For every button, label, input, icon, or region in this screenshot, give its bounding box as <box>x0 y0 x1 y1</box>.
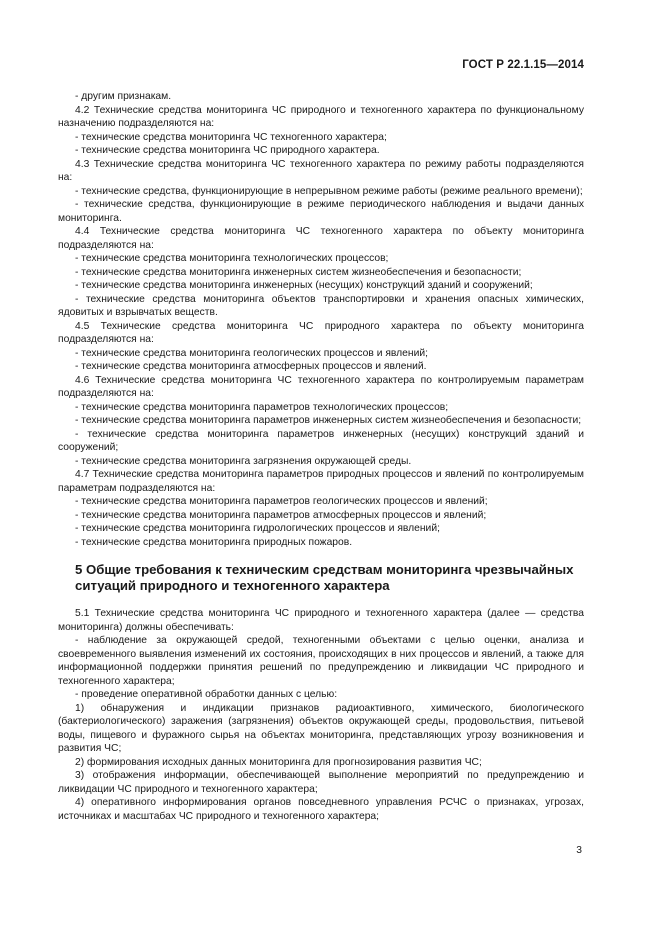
paragraph: 4.7 Технические средства мониторинга параметров природных процессов и явлений по контролируемым параметрам подразделяются на: <box>58 469 584 494</box>
paragraph: 3) отображения информации, обеспечивающей выполнение мероприятий по предупреждению и ликвидации ЧС природного и техногенного характера; <box>58 770 584 795</box>
paragraph: - технические средства мониторинга инженерных (несущих) конструкций зданий и сооружений; <box>75 280 533 291</box>
paragraph: - технические средства мониторинга природных пожаров. <box>75 536 353 548</box>
paragraph: - технические средства мониторинга параметров инженерных (несущих) конструкций зданий и сооружений; <box>58 428 584 453</box>
paragraph: - другим признакам. <box>75 91 172 102</box>
paragraph: 4.4 Технические средства мониторинга ЧС техногенного характера по объекту мониторинга подразделяются на: <box>58 226 584 251</box>
paragraph: - технические средства мониторинга ЧС техногенного характера; <box>75 131 387 143</box>
paragraph: 4.2 Технические средства мониторинга ЧС природного и техногенного характера по функциональному назначению подразделяются на: <box>58 104 584 129</box>
section-4-paragraphs <box>58 90 584 549</box>
section-5-title: 5 Общие требования к техническим средствам мониторинга чрезвычайных ситуаций природного и техногенного характера <box>75 562 574 593</box>
paragraph: - технические средства мониторинга геологических процессов и явлений; <box>75 347 428 359</box>
paragraph: - технические средства мониторинга технологических процессов; <box>75 253 389 264</box>
paragraph: 4.3 Технические средства мониторинга ЧС техногенного характера по режиму работы подразделяются на: <box>58 158 584 183</box>
paragraph: - технические средства, функционирующие в непрерывном режиме работы (режиме реального времени); <box>75 185 583 197</box>
paragraph: 4.5 Технические средства мониторинга ЧС природного характера по объекту мониторинга подразделяются на: <box>58 320 584 345</box>
paragraph: - технические средства мониторинга параметров инженерных систем жизнеобеспечения и безопасности; <box>75 415 582 426</box>
paragraph: - технические средства мониторинга загрязнения окружающей среды. <box>75 455 412 467</box>
paragraph: - технические средства, функционирующие в режиме периодического наблюдения и выдачи данных мониторинга. <box>58 199 584 224</box>
paragraph: 5.1 Технические средства мониторинга ЧС природного и техногенного характера (далее — средства мониторинга) должны обеспечивать: <box>58 608 584 633</box>
document-body <box>58 90 584 823</box>
paragraph: - технические средства мониторинга объектов транспортировки и хранения опасных химических, ядовитых и взрывчатых веществ. <box>58 293 584 318</box>
paragraph: - технические средства мониторинга параметров технологических процессов; <box>75 401 449 413</box>
paragraph: - технические средства мониторинга параметров геологических процессов и явлений; <box>75 496 488 507</box>
paragraph: - технические средства мониторинга атмосферных процессов и явлений. <box>75 361 427 372</box>
paragraph: - технические средства мониторинга ЧС природного характера. <box>75 145 380 156</box>
page-number: 3 <box>576 845 582 856</box>
section-5-paragraphs <box>58 607 584 823</box>
paragraph: 4) оперативного информирования органов повседневного управления РСЧС о признаках, угрозах, источниках и масштабах ЧС природного и техногенного характера; <box>58 797 584 822</box>
page-header: ГОСТ Р 22.1.15—2014 <box>462 59 584 71</box>
paragraph: - технические средства мониторинга гидрологических процессов и явлений; <box>75 523 440 534</box>
paragraph: - технические средства мониторинга инженерных систем жизнеобеспечения и безопасности; <box>75 266 522 278</box>
paragraph: - проведение оперативной обработки данных с целью: <box>75 689 338 700</box>
paragraph: - наблюдение за окружающей средой, техногенными объектами с целью оценки, анализа и своевременного выявления изменений их состояния, происходящих в них процессов и явлений, а также для информационной поддержки принятия решений по предупреждению и ликвидации ЧС природного и техногенного характера; <box>58 635 584 687</box>
paragraph: 4.6 Технические средства мониторинга ЧС техногенного характера по контролируемым параметрам подразделяются на: <box>58 374 584 399</box>
paragraph: - технические средства мониторинга параметров атмосферных процессов и явлений; <box>75 509 487 521</box>
paragraph: 1) обнаружения и индикации признаков радиоактивного, химического, биологического (бактериологического) заражения (загрязнения) объектов окружающей среды, продовольствия, питьевой воды, пищевого и фуражного сырья на объектах мониторинга, представляющих угрозу возникновения и развития ЧС; <box>58 702 584 754</box>
paragraph: 2) формирования исходных данных мониторинга для прогнозирования развития ЧС; <box>75 756 482 768</box>
